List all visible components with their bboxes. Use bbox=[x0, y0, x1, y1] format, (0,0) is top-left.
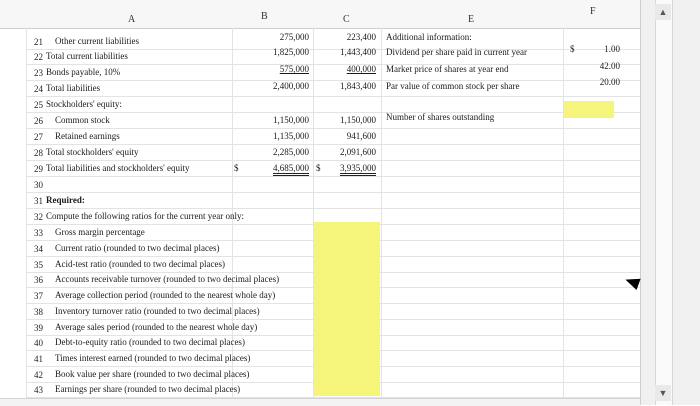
column-header-c[interactable]: C bbox=[343, 14, 350, 25]
additional-info-title[interactable]: Additional information: bbox=[386, 32, 472, 42]
cell-a27[interactable]: Retained earnings bbox=[55, 131, 120, 141]
row-number[interactable]: 22 bbox=[34, 52, 43, 62]
market-price-label[interactable]: Market price of shares at year end bbox=[386, 64, 509, 74]
row-line bbox=[26, 144, 640, 145]
row-number[interactable]: 35 bbox=[34, 260, 43, 270]
grid-line bbox=[563, 28, 564, 398]
dividend-value[interactable]: 1.00 bbox=[604, 44, 620, 54]
grid-line bbox=[381, 28, 382, 398]
cell-a40[interactable]: Debt-to-equity ratio (rounded to two decimal places) bbox=[55, 337, 245, 347]
column-header-f[interactable]: F bbox=[590, 6, 596, 17]
cell-a28[interactable]: Total stockholders' equity bbox=[46, 147, 139, 157]
row-line bbox=[26, 128, 640, 129]
cell-b22[interactable]: 1,825,000 bbox=[273, 47, 309, 57]
scroll-down-icon[interactable]: ▼ bbox=[655, 385, 671, 401]
cell-a26[interactable]: Common stock bbox=[55, 115, 110, 125]
row-number[interactable]: 37 bbox=[34, 291, 43, 301]
row-line bbox=[26, 176, 640, 177]
cell-c28[interactable]: 2,091,600 bbox=[340, 147, 376, 157]
vertical-scrollbar[interactable] bbox=[655, 0, 673, 405]
cell-b28[interactable]: 2,285,000 bbox=[273, 147, 309, 157]
row-number[interactable]: 31 bbox=[34, 196, 43, 206]
cell-a36[interactable]: Accounts receivable turnover (rounded to two decimal places) bbox=[55, 274, 280, 284]
cell-a25[interactable]: Stockholders' equity: bbox=[46, 99, 122, 109]
cell-c29-value: 3,935,000 bbox=[340, 163, 376, 176]
shares-outstanding-label[interactable]: Number of shares outstanding bbox=[386, 112, 495, 122]
row-number[interactable]: 29 bbox=[34, 164, 43, 174]
cell-c24[interactable]: 1,843,400 bbox=[340, 81, 376, 91]
row-line bbox=[26, 160, 640, 161]
cell-c29-currency: $ bbox=[316, 163, 321, 173]
grid-line bbox=[26, 28, 27, 398]
cell-c27[interactable]: 941,600 bbox=[346, 131, 376, 141]
par-value-label[interactable]: Par value of common stock per share bbox=[386, 81, 520, 91]
column-header-bar bbox=[0, 0, 640, 29]
row-line bbox=[26, 192, 640, 193]
row-number[interactable]: 34 bbox=[34, 244, 43, 254]
row-number[interactable]: 39 bbox=[34, 323, 43, 333]
row-number[interactable]: 32 bbox=[34, 212, 43, 222]
row-number[interactable]: 41 bbox=[34, 354, 43, 364]
row-number[interactable]: 28 bbox=[34, 148, 43, 158]
cell-a21[interactable]: Other current liabilities bbox=[55, 36, 139, 46]
cell-a41[interactable]: Times interest earned (rounded to two decimal places) bbox=[55, 353, 251, 363]
par-value-value[interactable]: 20.00 bbox=[599, 77, 620, 87]
right-panel bbox=[640, 0, 700, 405]
cell-b27[interactable]: 1,135,000 bbox=[273, 131, 309, 141]
cell-a34[interactable]: Current ratio (rounded to two decimal places) bbox=[55, 243, 220, 253]
cell-c23[interactable]: 400,000 bbox=[346, 64, 376, 74]
row-number[interactable]: 21 bbox=[34, 37, 43, 47]
row-number[interactable]: 43 bbox=[34, 385, 43, 395]
cell-c29[interactable] bbox=[313, 163, 376, 173]
row-number[interactable]: 24 bbox=[34, 84, 43, 94]
cell-b29-value: 4,685,000 bbox=[273, 163, 309, 176]
row-line bbox=[26, 112, 640, 113]
row-number[interactable]: 42 bbox=[34, 370, 43, 380]
cell-a35[interactable]: Acid-test ratio (rounded to two decimal places) bbox=[55, 259, 225, 269]
row-number[interactable]: 33 bbox=[34, 228, 43, 238]
cell-b26[interactable]: 1,150,000 bbox=[273, 115, 309, 125]
dividend-label[interactable]: Dividend per share paid in current year bbox=[386, 47, 527, 57]
cell-a23[interactable]: Bonds payable, 10% bbox=[46, 67, 121, 77]
cell-c21[interactable]: 223,400 bbox=[346, 32, 376, 42]
row-number[interactable]: 23 bbox=[34, 68, 43, 78]
cell-a32[interactable]: Compute the following ratios for the current year only: bbox=[46, 211, 244, 221]
cell-a22[interactable]: Total current liabilities bbox=[46, 51, 128, 61]
cell-a38[interactable]: Inventory turnover ratio (rounded to two decimal places) bbox=[55, 306, 260, 316]
scroll-up-icon[interactable]: ▲ bbox=[655, 4, 671, 20]
column-header-a[interactable]: A bbox=[128, 14, 136, 25]
row-number[interactable]: 25 bbox=[34, 100, 43, 110]
row-number[interactable]: 38 bbox=[34, 307, 43, 317]
row-line bbox=[26, 96, 640, 97]
column-header-e[interactable]: E bbox=[468, 14, 475, 25]
row-number[interactable]: 30 bbox=[34, 180, 43, 190]
cell-a29[interactable]: Total liabilities and stockholders' equity bbox=[46, 163, 190, 173]
column-header-b[interactable]: B bbox=[261, 11, 268, 22]
answer-input-range[interactable] bbox=[314, 222, 380, 396]
cell-a39[interactable]: Average sales period (rounded to the nearest whole day) bbox=[55, 322, 258, 332]
cell-c26[interactable]: 1,150,000 bbox=[340, 115, 376, 125]
row-number[interactable]: 40 bbox=[34, 338, 43, 348]
cell-b29-currency: $ bbox=[234, 163, 239, 173]
cell-a42[interactable]: Book value per share (rounded to two decimal places) bbox=[55, 369, 250, 379]
row-number[interactable]: 27 bbox=[34, 132, 43, 142]
cell-a33[interactable]: Gross margin percentage bbox=[55, 227, 145, 237]
cell-a43[interactable]: Earnings per share (rounded to two decimal places) bbox=[55, 384, 241, 394]
cell-b21[interactable]: 275,000 bbox=[279, 32, 309, 42]
cell-c22[interactable]: 1,443,400 bbox=[340, 47, 376, 57]
cell-b24[interactable]: 2,400,000 bbox=[273, 81, 309, 91]
cell-b23[interactable]: 575,000 bbox=[279, 64, 309, 74]
cell-a37[interactable]: Average collection period (rounded to the nearest whole day) bbox=[55, 290, 276, 300]
row-number[interactable]: 36 bbox=[34, 275, 43, 285]
row-line bbox=[26, 208, 640, 209]
cell-a24[interactable]: Total liabilities bbox=[46, 83, 101, 93]
market-price-value[interactable]: 42.00 bbox=[599, 61, 620, 71]
dividend-currency: $ bbox=[570, 44, 575, 54]
cell-b29[interactable] bbox=[232, 163, 309, 173]
cell-a31[interactable]: Required: bbox=[46, 195, 85, 205]
row-number[interactable]: 26 bbox=[34, 116, 43, 126]
shares-outstanding-input[interactable] bbox=[564, 101, 614, 118]
